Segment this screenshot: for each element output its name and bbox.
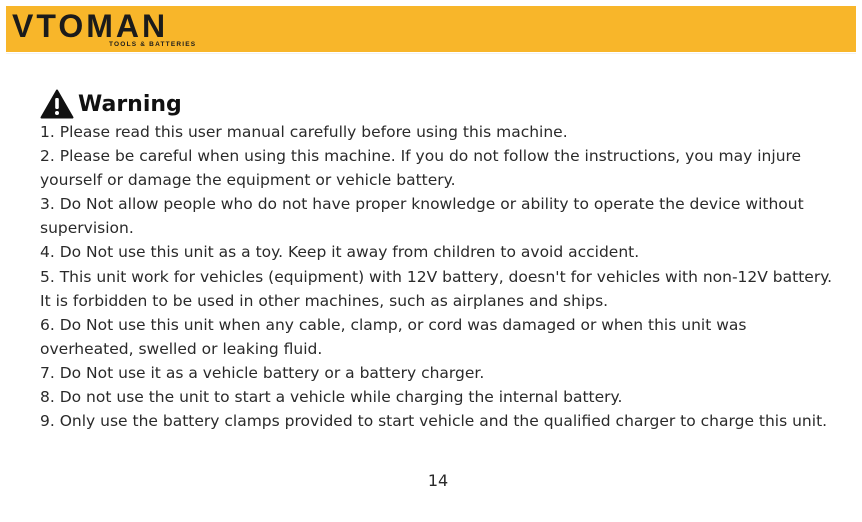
- warning-item: 9. Only use the battery clamps provided to start vehicle and the qualified charger to charge this unit.: [40, 412, 828, 431]
- warning-list: [40, 120, 840, 433]
- warning-item: 8. Do not use the unit to start a vehicle while charging the internal battery.: [40, 388, 623, 407]
- logo-tagline: TOOLS & BATTERIES: [109, 41, 197, 48]
- header-divider: [6, 53, 856, 54]
- warning-title: Warning: [78, 91, 182, 117]
- warning-item: 6. Do Not use this unit when any cable, clamp, or cord was damaged or when this unit was overheated, swelled or leaking fluid.: [40, 315, 747, 358]
- warning-item: 3. Do Not allow people who do not have proper knowledge or ability to operate the device without supervision.: [40, 195, 804, 238]
- warning-heading: [40, 88, 840, 120]
- warning-section: [40, 88, 840, 433]
- warning-item: 5. This unit work for vehicles (equipment) with 12V battery, doesn't for vehicles with non-12V battery. It is forbidden to be used in other machines, such as airplanes and ships.: [40, 267, 833, 310]
- warning-item: 1. Please read this user manual carefully before using this machine.: [40, 123, 568, 141]
- vtoman-logo: VTOMAN: [12, 8, 169, 44]
- warning-item: 7. Do Not use it as a vehicle battery or a battery charger.: [40, 363, 485, 382]
- page-number: 14: [427, 471, 449, 490]
- warning-item: 4. Do Not use this unit as a toy. Keep it away from children to avoid accident.: [40, 243, 640, 262]
- warning-item: 2. Please be careful when using this machine. If you do not follow the instructions, you may injure yourself or damage the equipment or vehicle battery.: [40, 147, 802, 190]
- warning-triangle-icon: [40, 89, 74, 119]
- brand-header: [6, 6, 856, 52]
